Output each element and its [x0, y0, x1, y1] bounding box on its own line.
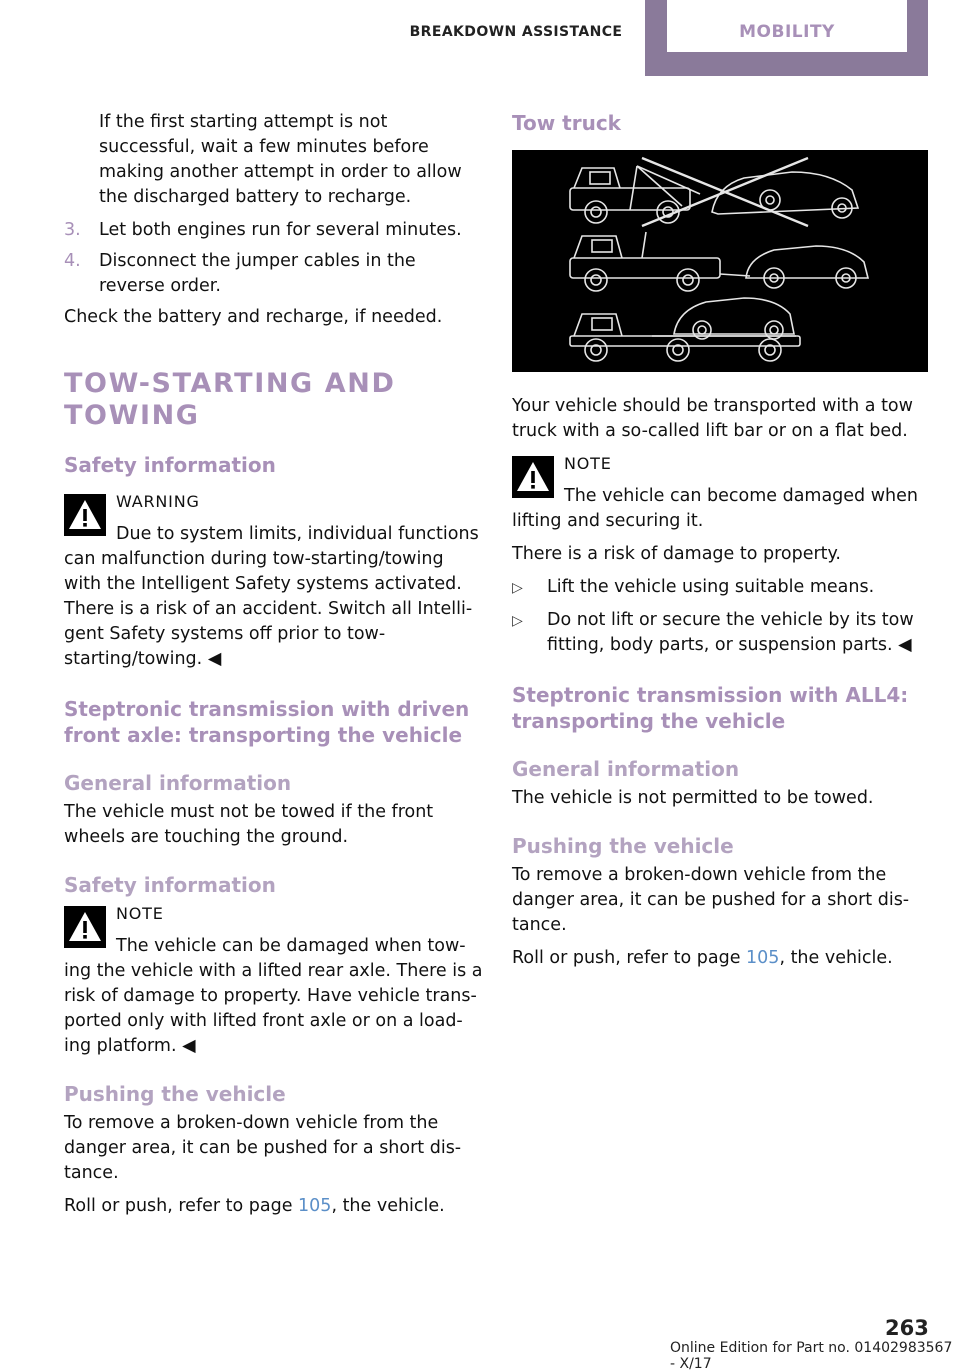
- step-item: [64, 249, 484, 299]
- note-rest: ing the vehicle with a lifted rear axle. There is a risk of damage to property. Have vehicle trans-ported only with lifted front axle or on a load-ing platform.: [64, 961, 483, 1056]
- step-text: Let both engines run for several minutes.: [99, 220, 462, 240]
- bullet-item: [512, 575, 928, 601]
- pushing-vehicle-heading: Pushing the vehicle: [512, 834, 734, 858]
- note-rest: lifting and securing it.: [512, 511, 704, 531]
- step-number: 3.: [64, 220, 81, 240]
- safety-information-heading: Safety information: [64, 453, 276, 477]
- warning-keyword: WARNING: [116, 492, 200, 511]
- chapter-tab: [645, 0, 928, 76]
- roll-prefix: Roll or push, refer to page: [64, 1196, 299, 1216]
- warning-triangle-icon: [64, 494, 106, 536]
- chapter-tab-label: MOBILITY: [739, 22, 835, 42]
- general-information-heading: General information: [64, 771, 292, 795]
- note-keyword: NOTE: [564, 454, 612, 473]
- front-axle-heading: Steptronic transmission with driven front axle: transporting the vehicle: [64, 697, 470, 747]
- running-header-section: BREAKDOWN ASSISTANCE: [409, 24, 623, 40]
- note-first-line: The vehicle can become damaged when: [564, 486, 918, 506]
- intro-continuation: If the first starting attempt is not successful, wait a few minutes before making another attempt in order to allow the discharged battery to recharge.: [99, 112, 462, 207]
- note-first-line: The vehicle can be damaged when tow-: [116, 936, 466, 956]
- tow-truck-flat-bed-row: [570, 298, 800, 361]
- note-notice: [64, 902, 484, 1059]
- step-text: Disconnect the jumper cables in the reverse order.: [99, 251, 416, 296]
- warning-triangle-icon: [512, 456, 554, 498]
- step-item: [64, 218, 484, 243]
- tow-truck-hook-row: [570, 158, 858, 226]
- tow-truck-text: Your vehicle should be transported with a tow truck with a so-called lift bar or on a flat bed.: [512, 396, 913, 441]
- end-mark: ◀: [182, 1036, 196, 1056]
- general-information-heading: General information: [512, 757, 740, 781]
- right-column: [512, 110, 928, 979]
- edition-footer: Online Edition for Part no. 01402983567 - X/17: [670, 1340, 953, 1372]
- step-number: 4.: [64, 251, 81, 271]
- tow-truck-heading: Tow truck: [512, 111, 621, 135]
- bullet-text: Lift the vehicle using suitable means.: [547, 577, 875, 597]
- warning-first-line: Due to system limits, individual functions: [116, 524, 479, 544]
- page-reference-link[interactable]: 105: [746, 948, 780, 968]
- note-text: [512, 484, 928, 534]
- roll-push-text: [64, 1194, 484, 1219]
- bullet-marker-icon: ▷: [512, 580, 523, 596]
- pushing-vehicle-text: To remove a broken-down vehicle from the danger area, it can be pushed for a short dis-tance.: [512, 865, 910, 935]
- section-title: TOW-STARTING AND TOWING: [64, 368, 396, 431]
- bullet-text: Do not lift or secure the vehicle by its tow fitting, body parts, or suspension parts. ◀: [547, 610, 914, 655]
- note-text: [64, 934, 484, 1059]
- note-keyword: NOTE: [116, 904, 164, 923]
- warning-notice: [64, 490, 484, 672]
- tow-truck-lift-bar-row: [570, 232, 868, 291]
- warning-text: [64, 522, 484, 672]
- all4-heading: Steptronic transmission with ALL4: transporting the vehicle: [512, 683, 909, 733]
- roll-suffix: , the vehicle.: [779, 948, 893, 968]
- general-information-text: The vehicle must not be towed if the front wheels are touching the ground.: [64, 802, 434, 847]
- note-notice: [512, 452, 928, 534]
- bullet-item: [512, 608, 928, 658]
- check-battery-text: Check the battery and recharge, if needed.: [64, 307, 443, 327]
- page-number: 263: [885, 1316, 929, 1340]
- general-information-text: The vehicle is not permitted to be towed.: [512, 788, 874, 808]
- end-mark: ◀: [207, 649, 222, 669]
- page-reference-link[interactable]: 105: [298, 1196, 332, 1216]
- safety-information-subheading: Safety information: [64, 873, 276, 897]
- roll-prefix: Roll or push, refer to page: [512, 948, 747, 968]
- pushing-vehicle-text: To remove a broken-down vehicle from the danger area, it can be pushed for a short dis-tance.: [64, 1113, 462, 1183]
- tow-truck-illustration: [512, 150, 928, 372]
- warning-triangle-icon: [64, 906, 106, 948]
- pushing-vehicle-heading: Pushing the vehicle: [64, 1082, 286, 1106]
- roll-push-text: [512, 946, 928, 971]
- roll-suffix: , the vehicle.: [331, 1196, 445, 1216]
- warning-rest: can malfunction during tow-starting/towing with the Intelligent Safety systems activated. There is a risk of an accident. Switch all Intelli-gent Safety systems off prior to tow-starting/towing.: [64, 549, 473, 669]
- bullet-marker-icon: ▷: [512, 613, 523, 629]
- left-column: [64, 110, 484, 1227]
- risk-text: There is a risk of damage to property.: [512, 544, 841, 564]
